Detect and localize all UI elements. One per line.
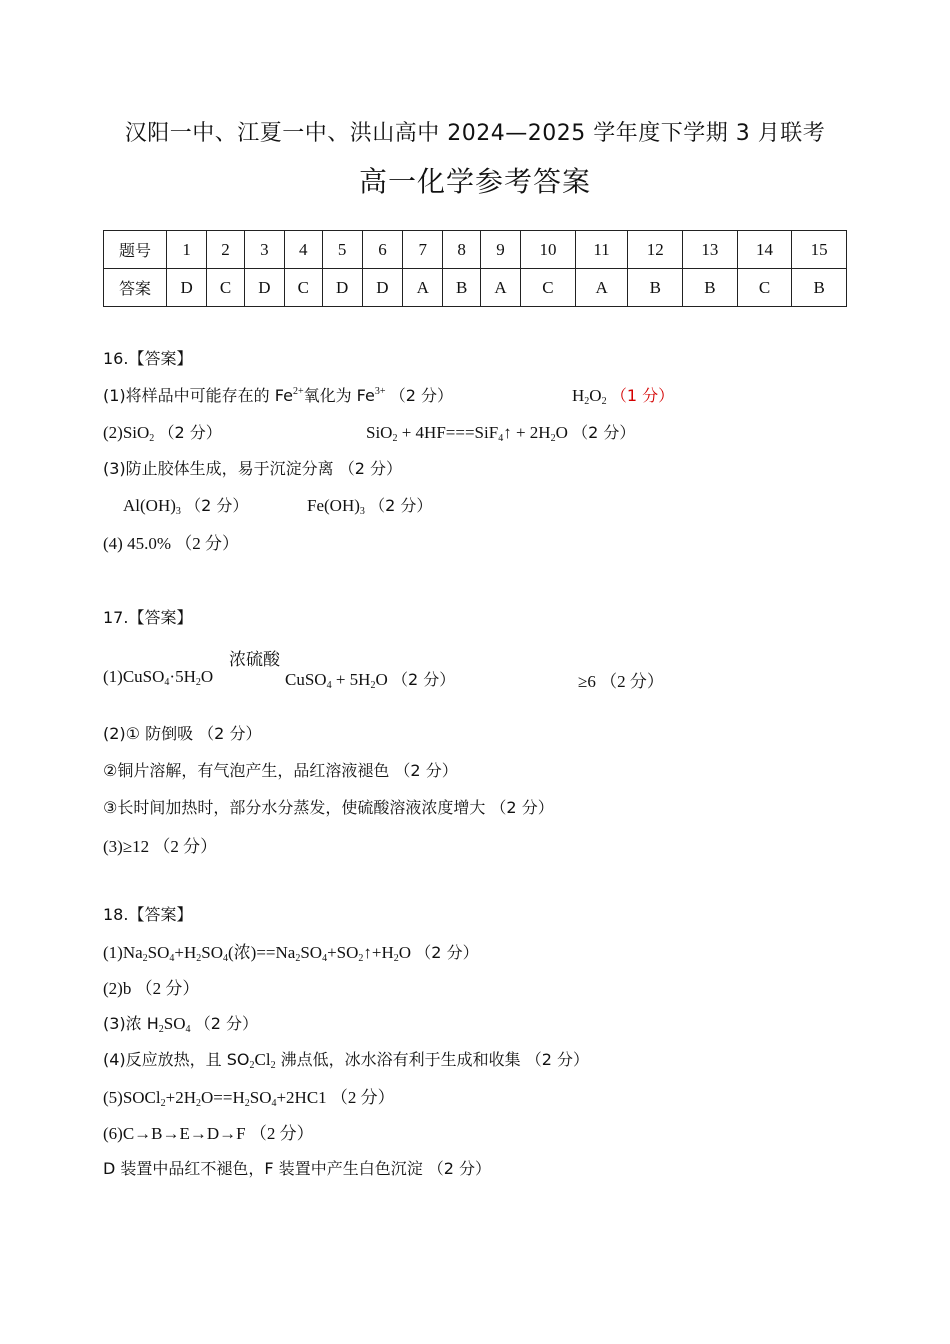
q18-part6: (6)C→B→E→D→F （2 分）	[103, 1124, 314, 1143]
q16-part3: (3)防止胶体生成，易于沉淀分离 （2 分）	[103, 459, 403, 478]
q18-part5: $(5)SOCl_2+2H_2O==H_2SO_4+2HC1$ （2 分）	[103, 1088, 395, 1109]
answer-cell: C	[521, 269, 576, 307]
q17-part1-product: CuSO$_4$ + $5H_2O$ （2 分）	[285, 670, 456, 691]
q17-heading: 17.【答案】	[103, 608, 193, 627]
answer-cell: C	[737, 269, 792, 307]
answer-cell: D	[167, 269, 207, 307]
q16-part2: (2)SiO$_2$ （2 分）	[103, 423, 222, 444]
q16-part2-equation: SiO$_2$ + 4HF===SiF$_4$↑ + $2H_2O$ （2 分）	[366, 423, 636, 444]
question-number: 13	[683, 231, 738, 269]
q18-part1: $(1)Na_2SO_4+H_2SO_4$(浓)$==Na_2SO_4+SO_2↑+H_2O$ （2 分）	[103, 943, 479, 964]
answer-cell: B	[443, 269, 480, 307]
q16-heading: 16.【答案】	[103, 349, 193, 368]
answer-cell: A	[480, 269, 520, 307]
q18-heading: 18.【答案】	[103, 905, 193, 924]
q17-part2-3: ③长时间加热时，部分水分蒸发，使硫酸溶液浓度增大 （2 分）	[103, 798, 554, 817]
answer-cell: A	[575, 269, 628, 307]
answer-cell: D	[322, 269, 362, 307]
question-number: 11	[575, 231, 628, 269]
document-title: 汉阳一中、江夏一中、洪山高中 2024—2025 学年度下学期 3 月联考	[124, 121, 826, 146]
question-number: 8	[443, 231, 480, 269]
answer-cell: B	[792, 269, 847, 307]
question-number-row	[104, 231, 847, 269]
question-number: 15	[792, 231, 847, 269]
question-number: 5	[322, 231, 362, 269]
question-number: 6	[362, 231, 402, 269]
row-label: 题号	[104, 231, 167, 269]
answer-row	[104, 269, 847, 307]
question-number: 10	[521, 231, 576, 269]
q17-part2-1: (2)① 防倒吸 （2 分）	[103, 724, 262, 743]
answer-cell: B	[628, 269, 683, 307]
q17-part1-ratio: ≥6 （2 分）	[578, 672, 664, 691]
q18-part2: (2)b （2 分）	[103, 979, 200, 998]
q18-part3: (3)浓 $H_2SO_4$ （2 分）	[103, 1014, 259, 1035]
question-number: 14	[737, 231, 792, 269]
question-number: 12	[628, 231, 683, 269]
answer-cell: C	[207, 269, 244, 307]
q17-part1-reactant: $(1)CuSO_4\cdot 5H_2O$	[103, 667, 214, 688]
q16-part3-al: $Al(OH)_3$ （2 分）	[123, 496, 249, 517]
question-number: 2	[207, 231, 244, 269]
q17-part2-2: ②铜片溶解，有气泡产生，品红溶液褪色 （2 分）	[103, 761, 458, 780]
question-number: 3	[244, 231, 284, 269]
q16-part1: (1)将样品中可能存在的 $Fe^{2+}$氧化为 $Fe^{3+}$ （2 分）	[103, 386, 454, 405]
question-number: 9	[480, 231, 520, 269]
answer-table	[103, 230, 847, 307]
q16-part1-formula: $H_2O_2$ （1 分）	[572, 386, 675, 407]
q16-part4: (4) 45.0% （2 分）	[103, 534, 239, 553]
question-number: 7	[403, 231, 443, 269]
reaction-condition-label: 浓硫酸	[229, 650, 280, 670]
row-label: 答案	[104, 269, 167, 307]
question-number: 1	[167, 231, 207, 269]
question-number: 4	[285, 231, 322, 269]
answer-cell: B	[683, 269, 738, 307]
q16-part3-fe: $Fe(OH)_3$ （2 分）	[307, 496, 433, 517]
answer-cell: D	[362, 269, 402, 307]
q17-part3: (3)≥12 （2 分）	[103, 837, 218, 856]
answer-cell: C	[285, 269, 322, 307]
document-subtitle: 高一化学参考答案	[358, 165, 591, 198]
q18-part6-note: D 装置中品红不褪色，F 装置中产生白色沉淀 （2 分）	[103, 1159, 492, 1178]
q18-part4: (4)反应放热，且 $SO_2Cl_2$ 沸点低，冰水浴有利于生成和收集 （2 分）	[103, 1050, 590, 1071]
answer-cell: D	[244, 269, 284, 307]
answer-cell: A	[403, 269, 443, 307]
